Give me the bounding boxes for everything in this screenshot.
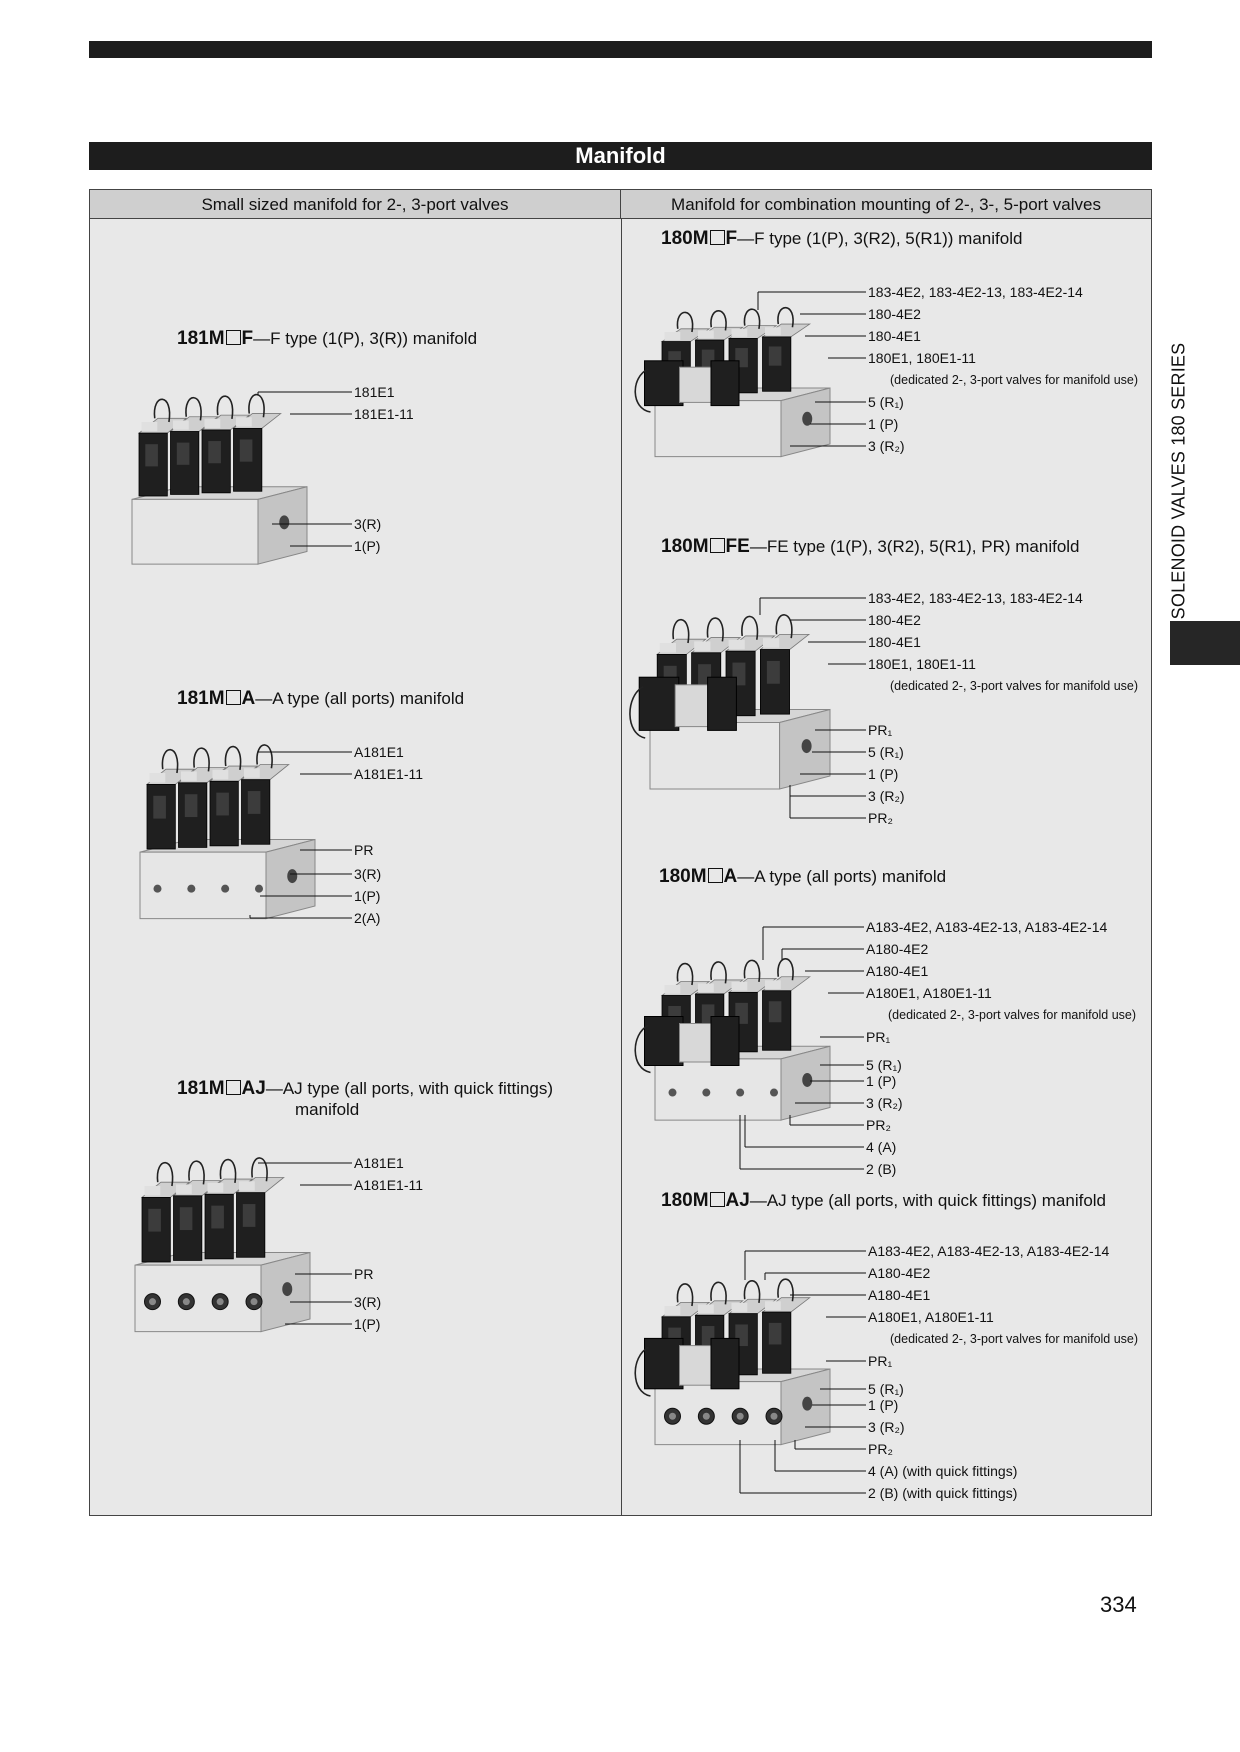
callout-label: A181E1 [354, 744, 404, 760]
callout-label: PR [354, 842, 374, 858]
callout-label: A180E1, A180E1-11 [868, 1309, 994, 1325]
callout-label: (dedicated 2-, 3-port valves for manifold use) [888, 1008, 1137, 1022]
model-description: —AJ type (all ports, with quick fittings) [265, 1079, 554, 1098]
page-number: 334 [1100, 1592, 1137, 1617]
model-prefix: 181M [177, 688, 225, 709]
model-type: AJ [241, 1078, 266, 1099]
model-prefix: 181M [177, 328, 225, 349]
callout-label: 4 (A) (with quick fittings) [868, 1463, 1018, 1479]
callout-label: 180-4E2 [868, 306, 921, 322]
callout-label: 180-4E2 [868, 612, 921, 628]
callout-label: 4 (A) [866, 1139, 897, 1155]
left-column-header: Small sized manifold for 2-, 3-port valves [90, 190, 621, 219]
side-label-text: SOLENOID VALVES 180 SERIES [1168, 342, 1189, 620]
callout-label: 1 (P) [868, 766, 899, 782]
callout-label: 3(R) [354, 866, 382, 882]
callout-label: 183-4E2, 183-4E2-13, 183-4E2-14 [868, 284, 1083, 300]
model-type: A [723, 866, 738, 887]
callout-label: 3 (R₂) [868, 788, 905, 804]
model-description: —A type (all ports) manifold [737, 867, 947, 886]
model-description: —F type (1(P), 3(R)) manifold [253, 329, 478, 348]
callout-label: A183-4E2, A183-4E2-13, A183-4E2-14 [868, 1243, 1110, 1259]
callout-label: A180-4E1 [866, 963, 929, 979]
callout-label: A180-4E2 [868, 1265, 931, 1281]
callout-label: A180-4E2 [866, 941, 929, 957]
callout-label: 5 (R₁) [866, 1057, 902, 1073]
callout-label: 1 (P) [868, 1397, 899, 1413]
callout-label: A180-4E1 [868, 1287, 931, 1303]
callout-label: A183-4E2, A183-4E2-13, A183-4E2-14 [866, 919, 1108, 935]
callout-label: PR₁ [866, 1029, 891, 1045]
callout-label: 183-4E2, 183-4E2-13, 183-4E2-14 [868, 590, 1083, 606]
callout-label: 1 (P) [866, 1073, 897, 1089]
callout-label: 180E1, 180E1-11 [868, 656, 976, 672]
model-prefix: 180M [659, 866, 707, 887]
model-type: F [241, 328, 254, 349]
callout-label: 181E1 [354, 384, 395, 400]
callout-label: 1(P) [354, 538, 381, 554]
model-description: —FE type (1(P), 3(R2), 5(R1), PR) manifold [749, 537, 1080, 556]
callout-label: 1(P) [354, 888, 381, 904]
callout-label: A181E1-11 [354, 1177, 424, 1193]
callout-label: 2 (B) (with quick fittings) [868, 1485, 1018, 1501]
callout-label: PR₁ [868, 1353, 893, 1369]
callout-label: PR₂ [868, 810, 893, 826]
callout-label: A181E1 [354, 1155, 404, 1171]
callout-label: 180-4E1 [868, 328, 921, 344]
model-description: —F type (1(P), 3(R2), 5(R1)) manifold [737, 229, 1023, 248]
model-type: F [725, 228, 738, 249]
callout-label: 3(R) [354, 516, 382, 532]
callout-label: 1(P) [354, 1316, 381, 1332]
callout-label: PR₂ [868, 1441, 893, 1457]
callout-label: 180-4E1 [868, 634, 921, 650]
model-type: FE [725, 536, 750, 557]
callout-label: 2(A) [354, 910, 381, 926]
model-type: A [241, 688, 256, 709]
callout-label: 181E1-11 [354, 406, 414, 422]
callout-label: (dedicated 2-, 3-port valves for manifold use) [890, 679, 1139, 693]
callout-label: 2 (B) [866, 1161, 897, 1177]
model-type: AJ [725, 1190, 750, 1211]
figure-3-heading-line2: manifold [295, 1100, 360, 1119]
callout-label: (dedicated 2-, 3-port valves for manifold use) [890, 373, 1139, 387]
callout-label: PR₁ [868, 722, 893, 738]
callout-label: 3 (R₂) [868, 1419, 905, 1435]
callout-label: 5 (R₁) [868, 1381, 904, 1397]
callout-label: 1 (P) [868, 416, 899, 432]
model-description: —A type (all ports) manifold [255, 689, 465, 708]
callout-label: A181E1-11 [354, 766, 424, 782]
callout-label: 3(R) [354, 1294, 382, 1310]
callout-label: A180E1, A180E1-11 [866, 985, 992, 1001]
model-description: —AJ type (all ports, with quick fittings) manifold [749, 1191, 1107, 1210]
callout-label: 5 (R₁) [868, 394, 904, 410]
model-prefix: 180M [661, 536, 709, 557]
right-column-header: Manifold for combination mounting of 2-, 3-, 5-port valves [621, 190, 1151, 219]
callout-label: PR [354, 1266, 374, 1282]
callout-label: 3 (R₂) [868, 438, 905, 454]
callout-label: PR₂ [866, 1117, 891, 1133]
callout-label: (dedicated 2-, 3-port valves for manifold use) [890, 1332, 1139, 1346]
model-prefix: 180M [661, 1190, 709, 1211]
callout-label: 180E1, 180E1-11 [868, 350, 976, 366]
model-prefix: 181M [177, 1078, 225, 1099]
page-title: Manifold [89, 142, 1152, 170]
figure-7-illustration [635, 1279, 830, 1444]
model-prefix: 180M [661, 228, 709, 249]
callout-label: 5 (R₁) [868, 744, 904, 760]
callout-label: 3 (R₂) [866, 1095, 903, 1111]
